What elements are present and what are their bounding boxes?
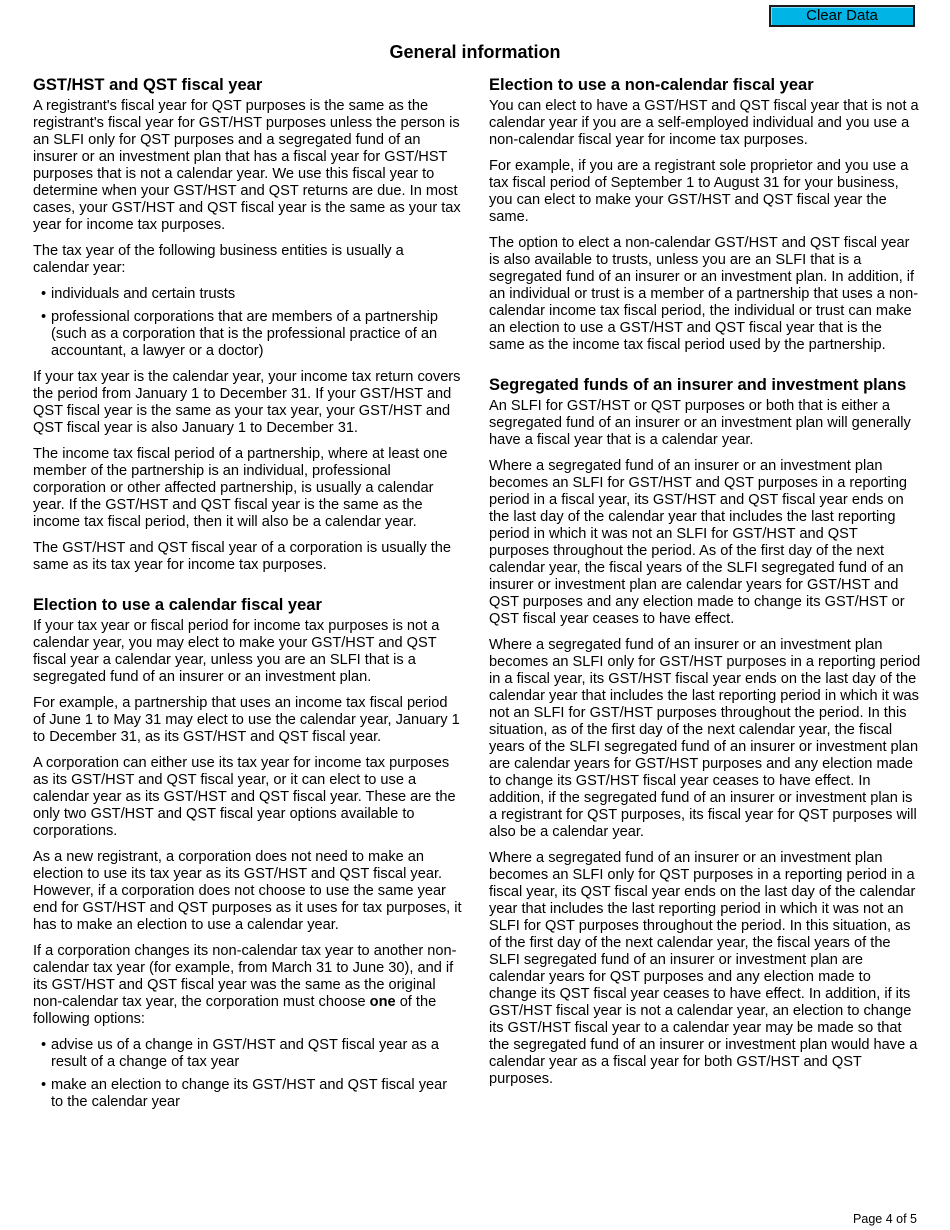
list-item: • individuals and certain trusts	[33, 286, 463, 303]
paragraph: The tax year of the following business entities is usually a calendar year:	[33, 243, 404, 276]
bullet-list	[33, 1037, 463, 1111]
paragraph-text: of the following options:	[33, 994, 437, 1027]
paragraph: For example, if you are a registrant sole proprietor and you use a tax fiscal period of September 1 to August 31 for your business, you can elect to make your GST/HST and QST fiscal year the same.	[489, 158, 909, 225]
clear-data-button[interactable]: Clear Data	[769, 5, 915, 27]
section-heading-gst-qst-fiscal-year: GST/HST and QST fiscal year	[33, 76, 263, 94]
paragraph: You can elect to have a GST/HST and QST fiscal year that is not a calendar year if you are a self-employed individual and you use a non-calendar fiscal year for income tax purposes.	[489, 98, 919, 148]
paragraph: An SLFI for GST/HST or QST purposes or both that is either a segregated fund of an insurer or an investment plan will generally have a fiscal year that is a calendar year.	[489, 398, 911, 448]
paragraph: The option to elect a non-calendar GST/HST and QST fiscal year is also available to trusts, unless you are an SLFI that is a segregated fund of an insurer or an investment plan. In addition, if an individual or trust is a member of a partnership that uses a non-calendar income tax fiscal period, the individual or trust can make an election to use a GST/HST and QST fiscal year that is the same as the income tax fiscal period used by the partnership.	[489, 235, 919, 353]
paragraph: The income tax fiscal period of a partnership, where at least one member of the partnership is an individual, professional corporation or other affected partnership, is usually a calendar year. If the GST/HST and QST fiscal year is the same as the income tax fiscal period, then it will also be a calendar year.	[33, 446, 448, 530]
paragraph: Where a segregated fund of an insurer or an investment plan becomes an SLFI only for GST/HST purposes in a reporting period in a fiscal year, its GST/HST fiscal year ends on the last day of the calendar year that includes the last reporting period in which it was not an SLFI for GST/HST purposes throughout the period. In this situation, as of the first day of the next calendar year, the fiscal years of the SLFI segregated fund of an insurer or investment plan are calendar years for GST/HST purposes and any election made to change its GST/HST fiscal year ceases to have effect. In addition, if the segregated fund of an insurer or investment plan is a registrant for QST purposes, its fiscal year for QST purposes will also be a calendar year.	[489, 637, 921, 840]
page-title: General information	[389, 42, 561, 62]
paragraph	[33, 943, 463, 1028]
paragraph: Where a segregated fund of an insurer or an investment plan becomes an SLFI for GST/HST and QST purposes in a reporting period in a fiscal year, its GST/HST and QST fiscal year ends on the last day of the calendar year that includes the last reporting period in which it was not an SLFI for GST/HST and QST purposes throughout the period. As of the first day of the next calendar year, the fiscal years of the SLFI segregated fund of an insurer or investment plan are calendar years for GST/HST and QST purposes and any election made to change its GST/HST or QST fiscal year ceases to have effect.	[489, 458, 908, 627]
paragraph-text: If a corporation changes its non-calendar tax year to another non-calendar tax year (for example, from March 31 to June 30), and if its GST/HST and QST fiscal year was the same as the original non-calendar tax year, the corporation must choose	[33, 943, 457, 1010]
page-number: Page 4 of 5	[853, 1212, 917, 1226]
paragraph: A registrant's fiscal year for QST purposes is the same as the registrant's fiscal year for GST/HST purposes unless the person is an SLFI only for QST purposes and a segregated fund of an insurer or an investment plan that has a fiscal year for GST/HST purposes that is not a calendar year. We use this fiscal year to determine when your GST/HST and QST returns are due. In most cases, your GST/HST and QST fiscal year is the same as your tax year for income tax purposes.	[33, 98, 461, 233]
section-heading-calendar-election: Election to use a calendar fiscal year	[33, 596, 322, 614]
paragraph: A corporation can either use its tax year for income tax purposes as its GST/HST and QST fiscal year, or it can elect to use a calendar year as its GST/HST and QST fiscal year. These are the only two GST/HST and QST fiscal year options available to corporations.	[33, 755, 456, 839]
paragraph: For example, a partnership that uses an income tax fiscal period of June 1 to May 31 may elect to use the calendar year, January 1 to December 31, as its GST/HST and QST fiscal year.	[33, 695, 460, 745]
left-column	[33, 76, 463, 1120]
bullet-list	[33, 286, 463, 360]
paragraph: If your tax year is the calendar year, your income tax return covers the period from January 1 to December 31. If your GST/HST and QST fiscal year is the same as your tax year, your GST/HST and QST fiscal year is also January 1 to December 31.	[33, 369, 461, 436]
list-item: • professional corporations that are members of a partnership (such as a corporation that is the professional practice of an accountant, a lawyer or a doctor)	[33, 309, 463, 360]
paragraph: Where a segregated fund of an insurer or an investment plan becomes an SLFI only for QST purposes in a reporting period in a fiscal year, its QST fiscal year ends on the last day of the calendar year that includes the last reporting period in which it was not an SLFI for QST purposes throughout the period. In this situation, as of the first day of the next calendar year, the fiscal years of the SLFI segregated fund of an insurer or investment plan are calendar years for QST purposes and any election made to change its QST fiscal year ceases to have effect. In addition, if its GST/HST fiscal year is not a calendar year, an election to change its GST/HST fiscal year to a calendar year may be made so that the segregated fund of an insurer or investment plan would have a calendar year as a fiscal year for both GST/HST and QST purposes.	[489, 850, 918, 1087]
section-heading-segregated-funds: Segregated funds of an insurer and investment plans	[489, 376, 907, 394]
paragraph: The GST/HST and QST fiscal year of a corporation is usually the same as its tax year for income tax purposes.	[33, 540, 452, 573]
section-heading-non-calendar-election: Election to use a non-calendar fiscal year	[489, 76, 814, 94]
emphasis-one: one	[369, 994, 396, 1010]
paragraph: As a new registrant, a corporation does not need to make an election to use its tax year as its GST/HST and QST fiscal year. However, if a corporation does not choose to use the same year end for GST/HST and QST purposes as it uses for tax purposes, it has to make an election to use a calendar year.	[33, 849, 462, 933]
list-item: • advise us of a change in GST/HST and QST fiscal year as a result of a change of tax year	[33, 1037, 463, 1071]
paragraph: If your tax year or fiscal period for income tax purposes is not a calendar year, you may elect to make your GST/HST and QST fiscal year a calendar year, unless you are an SLFI that is a segregated fund of an insurer or an investment plan.	[33, 618, 440, 685]
right-column	[489, 76, 921, 1097]
list-item: • make an election to change its GST/HST and QST fiscal year to the calendar year	[33, 1077, 463, 1111]
